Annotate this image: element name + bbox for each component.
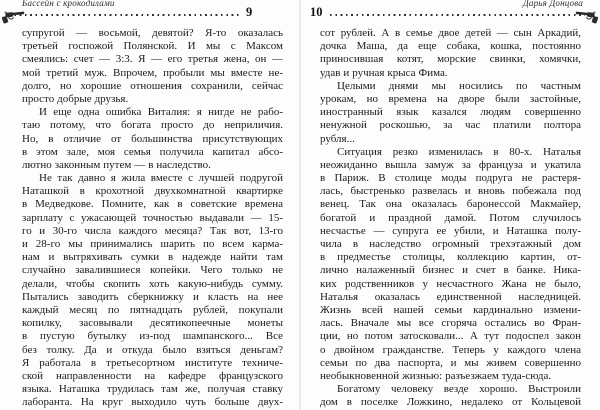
text-line: неожиданно вышла замуж за француза и укатила	[320, 158, 581, 171]
text-line: о двойном гражданстве. Теперь у каждого члена	[320, 343, 581, 356]
text-line: Пытались заводить сберкнижку и класть на нее	[22, 290, 283, 303]
page-text	[22, 27, 283, 409]
text-line: в этом зале, моя семья получила капитал абсо-	[22, 145, 283, 158]
text-line: лично налаженный бизнес и счет в банке. Ника-	[320, 264, 581, 277]
text-line: Наташкой в крохотной двухкомнатной квартирке	[22, 185, 283, 198]
text-line: случайно завалившиеся копейки. Чего только не	[22, 264, 283, 277]
text-line: в предместье столицы, коллекцию картин, от-	[320, 251, 581, 264]
text-line: го и 30-го числа каждого месяца? Так вот, 13-го	[22, 224, 283, 237]
text-line: копилку, засовывали десятикопеечные монеты	[22, 317, 283, 330]
page-number: 9	[246, 5, 253, 19]
text-line: и 28-го мы принимались шарить по всем карма-	[22, 238, 283, 250]
text-line: ции, но потом затосковали... А тут подоспел закон	[320, 330, 581, 343]
revolver-icon	[574, 9, 599, 24]
text-line: урокам, но времена на дворе были застойные,	[320, 92, 581, 105]
text-line: зарплату с ужасающей точностью выдавали — 15-	[22, 211, 283, 224]
text-line: лась. Вначале мы все сгоряча остались во Фран-	[320, 317, 581, 330]
text-line: таю потому, что богата просто до неприличия.	[22, 119, 283, 132]
text-line: в Париж. В столице моды подруга не растеря-	[320, 172, 581, 185]
text-line: приносившая котят, морские свинки, хомячки,	[320, 53, 581, 66]
text-line: ской направленности на кафедре французского	[22, 369, 283, 382]
text-line: богатой и праздной дамой. Потом случилось	[320, 211, 581, 224]
text-line: нам и вытряхивать сумки в надежде найти там	[22, 251, 283, 264]
text-line: супругой — восьмой, девятой? Я-то оказалась	[22, 27, 283, 39]
text-line: дочка Маша, да еще собака, кошка, постоянно	[320, 40, 581, 53]
text-line: сот рублей. А в семье двое детей — сын Аркадий,	[320, 27, 581, 39]
page-text	[320, 27, 581, 409]
text-line: венец. Так она оказалась баронессой Макмайер,	[320, 198, 581, 211]
text-line: делали, чтобы скопить хоть какую-нибудь сумму.	[22, 277, 283, 290]
text-line: смеялись: счет — 3:3. Я — его третья жена, он —	[22, 53, 283, 66]
page-number: 10	[310, 5, 323, 19]
book-page-right	[300, 0, 600, 410]
text-line: иностранный язык казался людям совершенно	[320, 106, 581, 119]
text-line: Целыми днями мы носились по частным	[337, 79, 581, 92]
text-line: Но, в отличие от большинства присутствующих	[22, 132, 283, 145]
text-line: ненужной роскошью, за час платили полтора	[320, 119, 581, 132]
dotted-rule	[330, 14, 585, 16]
text-line: удав и ручная крыса Фима.	[320, 66, 448, 79]
text-line: семьи по два паспорта, и мы живем совершенно	[320, 356, 581, 369]
text-line: необыкновенной жизнью: разъезжаем туда-сюда.	[320, 369, 552, 382]
text-line: Я работала в третьесортном институте техниче-	[22, 356, 283, 369]
text-line: Не так давно я жила вместе с лучшей подругой	[39, 172, 283, 185]
text-line: Жизнь всей нашей семьи кардинально измени-	[320, 303, 581, 316]
text-line: лютно законным путем — в наследство.	[22, 158, 211, 171]
text-line: в пустую бутылку из-под шампанского... Все	[22, 330, 283, 343]
text-line: дом в поселке Ложкино, недалеко от Кольцевой	[320, 396, 581, 409]
text-line: мой третий муж. Впрочем, пробыли мы вместе не-	[22, 66, 283, 79]
text-line: несчастье — супруга ее убили, и Наташка полу-	[320, 224, 581, 237]
running-title: Дарья Донцова	[522, 0, 583, 8]
text-line: лась, быстренько развелась и вновь побежала под	[320, 185, 581, 198]
text-line: в Медведкове. Помните, как в советские времена	[22, 198, 283, 211]
text-line: долго, но хорошие отношения сохранили, сейчас	[22, 79, 283, 92]
text-line: чила в наследство огромный трехэтажный дом	[320, 238, 581, 250]
text-line: Ситуация резко изменилась в 80-х. Наталья	[337, 145, 581, 158]
dotted-rule	[9, 14, 241, 16]
text-line: каждый месяц по пятнадцать рублей, покупали	[22, 303, 283, 316]
revolver-icon	[0, 9, 25, 24]
text-line: Наталья оказалась единственной наследницей.	[320, 290, 581, 303]
text-line: просто добрые друзья.	[22, 92, 129, 105]
text-line: языка. Наташка трудилась там же, получая ставку	[22, 383, 283, 396]
text-line: без толку. Да и откуда было взяться деньгам?	[22, 343, 283, 356]
running-title: Бассейн с крокодилами	[22, 0, 115, 8]
text-line: лаборанта. На круг выходило чуть больше двух-	[22, 396, 283, 409]
text-line: Богатому человеку везде хорошо. Выстроили	[337, 383, 581, 396]
text-line: третьей госпожой Полянской. И мы с Максом	[22, 40, 283, 53]
text-line: И еще одна ошибка Виталия: я нигде не рабо-	[39, 106, 283, 119]
text-line: ких родственников у несчастного Жана не было,	[320, 277, 581, 290]
text-line: рубля...	[320, 132, 355, 145]
